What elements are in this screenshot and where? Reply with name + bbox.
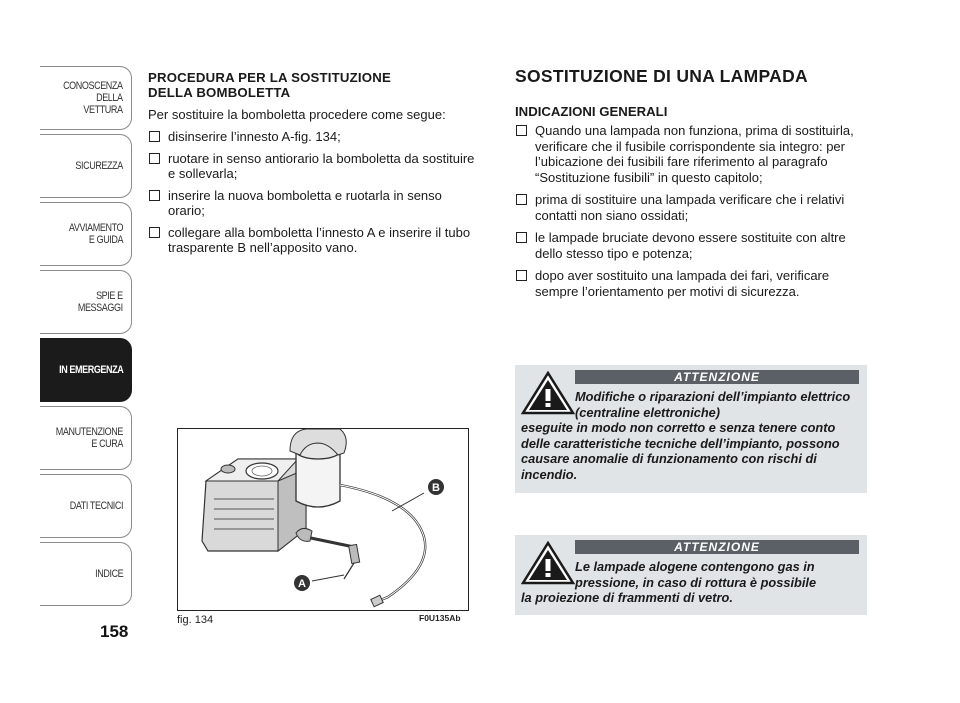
tab-label: AVVIAMENTO E GUIDA [68,222,123,246]
list-item: inserire la nuova bomboletta e ruotarla in senso orario; [148,188,480,219]
list-item: collegare alla bomboletta l’innesto A e inserire il tubo trasparente B nell’apposito vano. [148,225,480,256]
warning-text-rest: la proiezione di frammenti di vetro. [521,590,733,605]
tab-label: IN EMERGENZA [58,364,123,376]
procedure-heading-line2: DELLA BOMBOLETTA [148,85,291,100]
figure-caption: fig. 134 [177,614,214,626]
figure-label-b: B [432,482,440,494]
tab-indice[interactable] [40,542,132,606]
warning-label: ATTENZIONE [575,370,859,384]
procedure-steps [148,129,480,256]
list-item: le lampade bruciate devono essere sostituite con altre dello stesso tipo e potenza; [515,230,867,261]
tab-label: INDICE [94,568,123,580]
warning-box-electrical [515,365,867,493]
tab-label: MANUTENZIONE E CURA [55,426,123,450]
tab-conoscenza[interactable] [40,66,132,130]
tab-label: CONOSCENZA DELLA VETTURA [63,80,123,116]
tab-label: SICUREZZA [75,160,123,172]
procedure-heading [148,70,480,100]
page-number: 158 [100,622,129,641]
list-item: disinserire l’innesto A-fig. 134; [148,129,480,145]
list-item: dopo aver sostituito una lampada dei fari, verificare sempre l’orientamento per motivi di sicurezza. [515,268,867,299]
general-instructions [515,123,867,299]
list-item: prima di sostituire una lampada verificare che i relativi contatti non siano ossidati; [515,192,867,223]
compressor-illustration [178,429,468,610]
warning-text-indent: Modifiche o riparazioni dell’impianto elettrico (centraline elettroniche) [575,389,851,420]
tab-sicurezza[interactable] [40,134,132,198]
procedure-heading-line1: PROCEDURA PER LA SOSTITUZIONE [148,70,391,85]
procedure-intro: Per sostituire la bomboletta procedere come segue: [148,107,446,122]
warning-text-indent: Le lampade alogene contengono gas in pressione, in caso di rottura è possibile [575,559,817,590]
right-column [515,66,867,306]
figure-code: F0U135Ab [419,613,461,623]
list-item: ruotare in senso antiorario la bomboletta da sostituire e sollevarla; [148,151,480,182]
left-column [148,70,480,262]
list-item: Quando una lampada non funziona, prima di sostituirla, verificare che il fusibile corrispondente sia integro: per l’ubicazione dei fusibili fare riferimento al paragrafo “Sostituzione fusibili” in questo capitolo; [515,123,867,185]
section-subtitle: INDICAZIONI GENERALI [515,104,668,119]
tab-dati-tecnici[interactable] [40,474,132,538]
tab-label: SPIE E MESSAGGI [78,290,123,314]
tab-avviamento[interactable] [40,202,132,266]
tab-manutenzione[interactable] [40,406,132,470]
warning-text [521,559,859,606]
tab-emergenza[interactable] [40,338,132,402]
tab-label: DATI TECNICI [69,500,123,512]
figure-label-a: A [298,578,306,590]
tab-spie[interactable] [40,270,132,334]
warning-text-rest: eseguite in modo non corretto e senza tenere conto delle caratteristiche tecniche dell’impianto, possono causare anomalie di funzionamento con rischi di incendio. [521,420,840,482]
warning-box-halogen [515,535,867,615]
warning-label: ATTENZIONE [575,540,859,554]
figure-134 [177,428,469,611]
section-title: SOSTITUZIONE DI UNA LAMPADA [515,66,808,86]
warning-text [521,389,859,482]
